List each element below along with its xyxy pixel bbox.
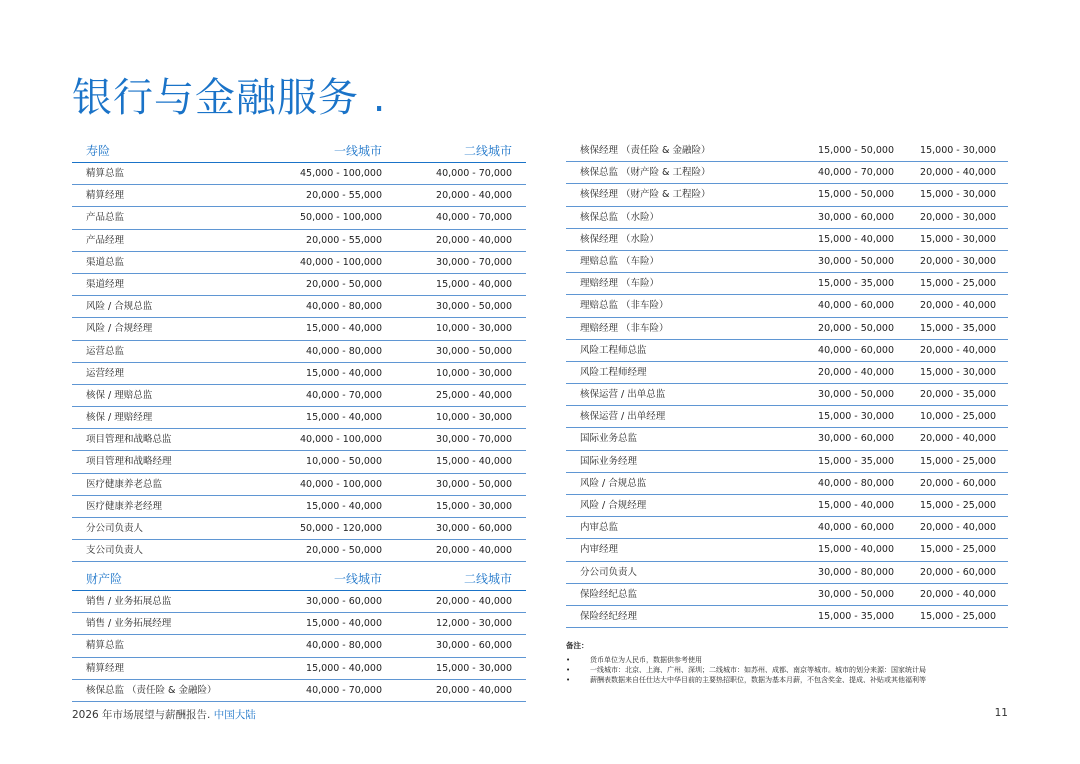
tier2-salary: 30,000 - 70,000 <box>436 434 512 446</box>
table-row <box>72 363 526 385</box>
job-title: 风险 / 合规经理 <box>86 323 153 335</box>
table-row <box>72 635 526 657</box>
tier2-salary: 20,000 - 40,000 <box>436 234 512 246</box>
tier2-salary: 15,000 - 25,000 <box>920 278 996 290</box>
tier2-salary: 30,000 - 70,000 <box>436 256 512 268</box>
job-title: 内审总监 <box>580 522 619 534</box>
tier1-salary: 15,000 - 50,000 <box>818 189 894 201</box>
property-insurance-header <box>72 568 526 591</box>
table-row <box>72 518 526 540</box>
tier2-salary: 15,000 - 40,000 <box>436 278 512 290</box>
life-insurance-rows <box>72 163 526 562</box>
tier1-salary: 20,000 - 50,000 <box>818 322 894 334</box>
tier1-salary: 40,000 - 100,000 <box>300 434 382 446</box>
table-row <box>72 474 526 496</box>
tier1-salary: 20,000 - 50,000 <box>306 545 382 557</box>
page-number: 11 <box>994 707 1008 719</box>
tier1-salary: 15,000 - 40,000 <box>306 367 382 379</box>
notes-title: 备注： <box>566 641 589 650</box>
tier1-salary: 20,000 - 40,000 <box>818 366 894 378</box>
tier2-salary: 10,000 - 30,000 <box>436 412 512 424</box>
tier2-salary: 30,000 - 50,000 <box>436 478 512 490</box>
tier1-salary: 50,000 - 100,000 <box>300 212 382 224</box>
job-title: 核保运营 / 出单总监 <box>580 389 666 401</box>
tier1-salary: 15,000 - 40,000 <box>306 323 382 335</box>
tier1-salary: 40,000 - 80,000 <box>306 640 382 652</box>
job-title: 项目管理和战略总监 <box>86 434 172 446</box>
property-insurance-table-continued <box>566 140 1008 628</box>
tier1-salary: 30,000 - 80,000 <box>818 566 894 578</box>
tier2-salary: 20,000 - 40,000 <box>436 190 512 202</box>
job-title: 医疗健康养老经理 <box>86 500 163 512</box>
job-title: 核保经理 （水险） <box>580 233 660 245</box>
table-row <box>72 658 526 680</box>
tier2-salary: 20,000 - 40,000 <box>920 433 996 445</box>
job-title: 精算总监 <box>86 168 125 179</box>
job-title: 运营总监 <box>86 345 125 357</box>
table-row <box>566 517 1008 539</box>
tier2-salary: 15,000 - 30,000 <box>920 233 996 245</box>
tier2-salary: 10,000 - 25,000 <box>920 411 996 423</box>
tier1-salary: 30,000 - 60,000 <box>818 433 894 445</box>
tier2-salary: 10,000 - 30,000 <box>436 323 512 335</box>
job-title: 分公司负责人 <box>580 566 638 578</box>
tier1-salary: 40,000 - 70,000 <box>306 684 382 696</box>
table-row <box>72 296 526 318</box>
tier1-salary: 15,000 - 30,000 <box>818 411 894 423</box>
page-title: 银行与金融服务 . <box>72 75 387 121</box>
tier2-salary: 15,000 - 30,000 <box>920 145 996 156</box>
tier1-salary: 15,000 - 40,000 <box>818 233 894 245</box>
tier2-salary: 15,000 - 25,000 <box>920 500 996 511</box>
note-text: 货币单位为人民币，数据供参考使用 <box>590 656 702 664</box>
job-title: 理赔总监 （车险） <box>580 255 660 267</box>
tier2-salary: 20,000 - 40,000 <box>920 300 996 312</box>
tier2-salary: 25,000 - 40,000 <box>436 389 512 401</box>
table-row <box>72 540 526 562</box>
job-title: 核保总监 （财产险 & 工程险） <box>580 167 711 179</box>
table-row <box>566 251 1008 273</box>
notes <box>566 641 1008 685</box>
tier2-salary: 30,000 - 50,000 <box>436 345 512 357</box>
property-insurance-rows-continued <box>566 140 1008 628</box>
tier1-salary: 15,000 - 40,000 <box>306 412 382 424</box>
job-title: 理赔经理 （非车险） <box>580 322 669 334</box>
table-row <box>566 495 1008 517</box>
table-row <box>72 385 526 407</box>
bullet-icon: • <box>566 676 571 684</box>
job-title: 风险 / 合规总监 <box>580 477 647 489</box>
tier2-salary: 15,000 - 30,000 <box>920 189 996 201</box>
tier2-salary: 20,000 - 40,000 <box>436 684 512 696</box>
job-title: 风险 / 合规经理 <box>580 500 647 511</box>
tier1-salary: 40,000 - 80,000 <box>306 345 382 357</box>
table-row <box>72 407 526 429</box>
tier2-salary: 20,000 - 40,000 <box>436 545 512 557</box>
tier2-salary: 20,000 - 35,000 <box>920 389 996 401</box>
tier1-salary: 20,000 - 55,000 <box>306 234 382 246</box>
table-row <box>566 562 1008 584</box>
table-row <box>72 429 526 451</box>
tier2-salary: 15,000 - 35,000 <box>920 322 996 334</box>
job-title: 核保 / 理赔经理 <box>86 412 153 424</box>
job-title: 风险 / 合规总监 <box>86 301 153 313</box>
job-title: 核保经理 （财产险 & 工程险） <box>580 189 711 201</box>
table-row <box>566 451 1008 473</box>
footer-report-title <box>72 707 256 722</box>
note-item <box>566 675 1008 685</box>
tier1-salary: 40,000 - 100,000 <box>300 256 382 268</box>
note-item <box>566 655 1008 665</box>
job-title: 国际业务总监 <box>580 433 638 445</box>
tier1-salary: 20,000 - 50,000 <box>306 278 382 290</box>
job-title: 销售 / 业务拓展经理 <box>86 618 172 630</box>
section-title: 财产险 <box>86 572 123 586</box>
tier2-salary: 20,000 - 40,000 <box>920 588 996 600</box>
job-title: 医疗健康养老总监 <box>86 478 163 490</box>
tier2-salary: 15,000 - 30,000 <box>436 500 512 512</box>
tier2-salary: 10,000 - 30,000 <box>436 367 512 379</box>
tier1-salary: 40,000 - 70,000 <box>306 389 382 401</box>
job-title: 支公司负责人 <box>86 545 144 557</box>
tier2-salary: 40,000 - 70,000 <box>436 168 512 179</box>
table-row <box>72 163 526 185</box>
tier1-salary: 40,000 - 60,000 <box>818 522 894 534</box>
tier2-salary: 20,000 - 40,000 <box>436 596 512 607</box>
job-title: 理赔总监 （非车险） <box>580 300 669 312</box>
tier1-salary: 15,000 - 35,000 <box>818 455 894 467</box>
job-title: 内审经理 <box>580 544 619 556</box>
job-title: 渠道经理 <box>86 278 125 290</box>
tier1-salary: 40,000 - 80,000 <box>306 301 382 313</box>
table-row <box>566 162 1008 184</box>
table-row <box>566 184 1008 206</box>
table-row <box>566 539 1008 561</box>
tier2-salary: 20,000 - 40,000 <box>920 167 996 179</box>
report-name: 2026 年市场展望与薪酬报告. <box>72 709 214 721</box>
table-row <box>72 613 526 635</box>
job-title: 核保总监 （责任险 & 金融险） <box>86 684 217 696</box>
tier2-salary: 15,000 - 25,000 <box>920 610 996 622</box>
tier1-column-header: 一线城市 <box>333 572 382 586</box>
section-title: 寿险 <box>86 144 111 158</box>
tier1-salary: 15,000 - 50,000 <box>818 145 894 156</box>
table-row <box>72 230 526 252</box>
table-row <box>566 295 1008 317</box>
tier1-salary: 15,000 - 40,000 <box>818 500 894 511</box>
tier2-salary: 15,000 - 25,000 <box>920 455 996 467</box>
table-row <box>72 207 526 229</box>
table-row <box>566 340 1008 362</box>
table-row <box>72 341 526 363</box>
table-row <box>566 207 1008 229</box>
job-title: 产品总监 <box>86 212 125 224</box>
job-title: 国际业务经理 <box>580 455 638 467</box>
tier1-salary: 30,000 - 60,000 <box>818 211 894 223</box>
job-title: 理赔经理 （车险） <box>580 278 660 290</box>
tier1-salary: 30,000 - 50,000 <box>818 588 894 600</box>
bullet-icon: • <box>566 656 571 664</box>
tier1-salary: 50,000 - 120,000 <box>300 523 382 534</box>
table-row <box>72 591 526 613</box>
tier2-salary: 15,000 - 25,000 <box>920 544 996 556</box>
tier2-salary: 30,000 - 60,000 <box>436 523 512 534</box>
table-row <box>566 384 1008 406</box>
tier1-salary: 15,000 - 40,000 <box>818 544 894 556</box>
table-row <box>566 473 1008 495</box>
table-row <box>566 229 1008 251</box>
table-row <box>72 496 526 518</box>
table-row <box>72 185 526 207</box>
tier2-salary: 20,000 - 40,000 <box>920 344 996 356</box>
tier1-salary: 15,000 - 40,000 <box>306 618 382 630</box>
tier1-salary: 40,000 - 70,000 <box>818 167 894 179</box>
job-title: 保险经纪总监 <box>580 588 638 600</box>
tier2-salary: 30,000 - 50,000 <box>436 301 512 313</box>
job-title: 渠道总监 <box>86 256 125 268</box>
tier1-salary: 15,000 - 35,000 <box>818 278 894 290</box>
tier1-salary: 40,000 - 80,000 <box>818 477 894 489</box>
tier2-column-header: 二线城市 <box>463 572 512 586</box>
job-title: 分公司负责人 <box>86 523 144 534</box>
note-text: 一线城市：北京、上海、广州、深圳；二线城市：如苏州、成都、南京等城市。城市的划分来源：国家统计局 <box>590 666 926 674</box>
tier2-salary: 15,000 - 40,000 <box>436 456 512 468</box>
tier2-salary: 20,000 - 60,000 <box>920 477 996 489</box>
region-label: 中国大陆 <box>213 709 256 721</box>
job-title: 风险工程师总监 <box>580 344 647 356</box>
tier2-salary: 30,000 - 60,000 <box>436 640 512 652</box>
note-item <box>566 665 1008 675</box>
job-title: 运营经理 <box>86 367 125 379</box>
bullet-icon: • <box>566 666 571 674</box>
table-row <box>72 318 526 340</box>
job-title: 精算总监 <box>86 640 125 652</box>
job-title: 核保经理 （责任险 & 金融险） <box>580 145 711 156</box>
note-text: 薪酬表数据来自任仕达大中华目前的主要热招职位，数据为基本月薪，不包含奖金、提成、补贴或其他福利等 <box>590 676 926 684</box>
tier2-salary: 15,000 - 30,000 <box>920 366 996 378</box>
tier2-salary: 40,000 - 70,000 <box>436 212 512 224</box>
table-row <box>72 252 526 274</box>
tier1-salary: 15,000 - 35,000 <box>818 610 894 622</box>
table-row <box>566 584 1008 606</box>
tier1-salary: 40,000 - 100,000 <box>300 478 382 490</box>
tier1-salary: 15,000 - 40,000 <box>306 500 382 512</box>
table-row <box>72 451 526 473</box>
job-title: 风险工程师经理 <box>580 366 647 378</box>
tier1-salary: 40,000 - 60,000 <box>818 344 894 356</box>
table-row <box>566 318 1008 340</box>
tier1-salary: 20,000 - 55,000 <box>306 190 382 202</box>
tier1-salary: 15,000 - 40,000 <box>306 662 382 674</box>
tier1-salary: 40,000 - 60,000 <box>818 300 894 312</box>
table-row <box>566 140 1008 162</box>
life-insurance-table <box>72 140 526 562</box>
tier2-salary: 15,000 - 30,000 <box>436 662 512 674</box>
job-title: 项目管理和战略经理 <box>86 456 172 468</box>
tier2-salary: 20,000 - 40,000 <box>920 522 996 534</box>
job-title: 保险经纪经理 <box>580 610 638 622</box>
job-title: 精算经理 <box>86 662 125 674</box>
job-title: 精算经理 <box>86 190 125 202</box>
tier2-salary: 20,000 - 60,000 <box>920 566 996 578</box>
table-row <box>566 406 1008 428</box>
property-insurance-rows <box>72 591 526 702</box>
tier1-salary: 30,000 - 50,000 <box>818 255 894 267</box>
job-title: 产品经理 <box>86 234 125 246</box>
job-title: 销售 / 业务拓展总监 <box>86 596 172 607</box>
table-row <box>566 273 1008 295</box>
table-row <box>72 680 526 702</box>
life-insurance-header <box>72 140 526 163</box>
job-title: 核保总监 （水险） <box>580 211 660 223</box>
tier1-salary: 10,000 - 50,000 <box>306 456 382 468</box>
tier2-salary: 20,000 - 30,000 <box>920 255 996 267</box>
table-row <box>72 274 526 296</box>
property-insurance-table <box>72 568 526 702</box>
tier2-column-header: 二线城市 <box>463 144 512 158</box>
table-row <box>566 428 1008 450</box>
tier1-column-header: 一线城市 <box>333 144 382 158</box>
tier1-salary: 45,000 - 100,000 <box>300 168 382 179</box>
tier1-salary: 30,000 - 50,000 <box>818 389 894 401</box>
job-title: 核保 / 理赔总监 <box>86 389 153 401</box>
table-row <box>566 362 1008 384</box>
table-row <box>566 606 1008 628</box>
job-title: 核保运营 / 出单经理 <box>580 411 666 423</box>
tier1-salary: 30,000 - 60,000 <box>306 596 382 607</box>
tier2-salary: 12,000 - 30,000 <box>436 618 512 630</box>
tier2-salary: 20,000 - 30,000 <box>920 211 996 223</box>
